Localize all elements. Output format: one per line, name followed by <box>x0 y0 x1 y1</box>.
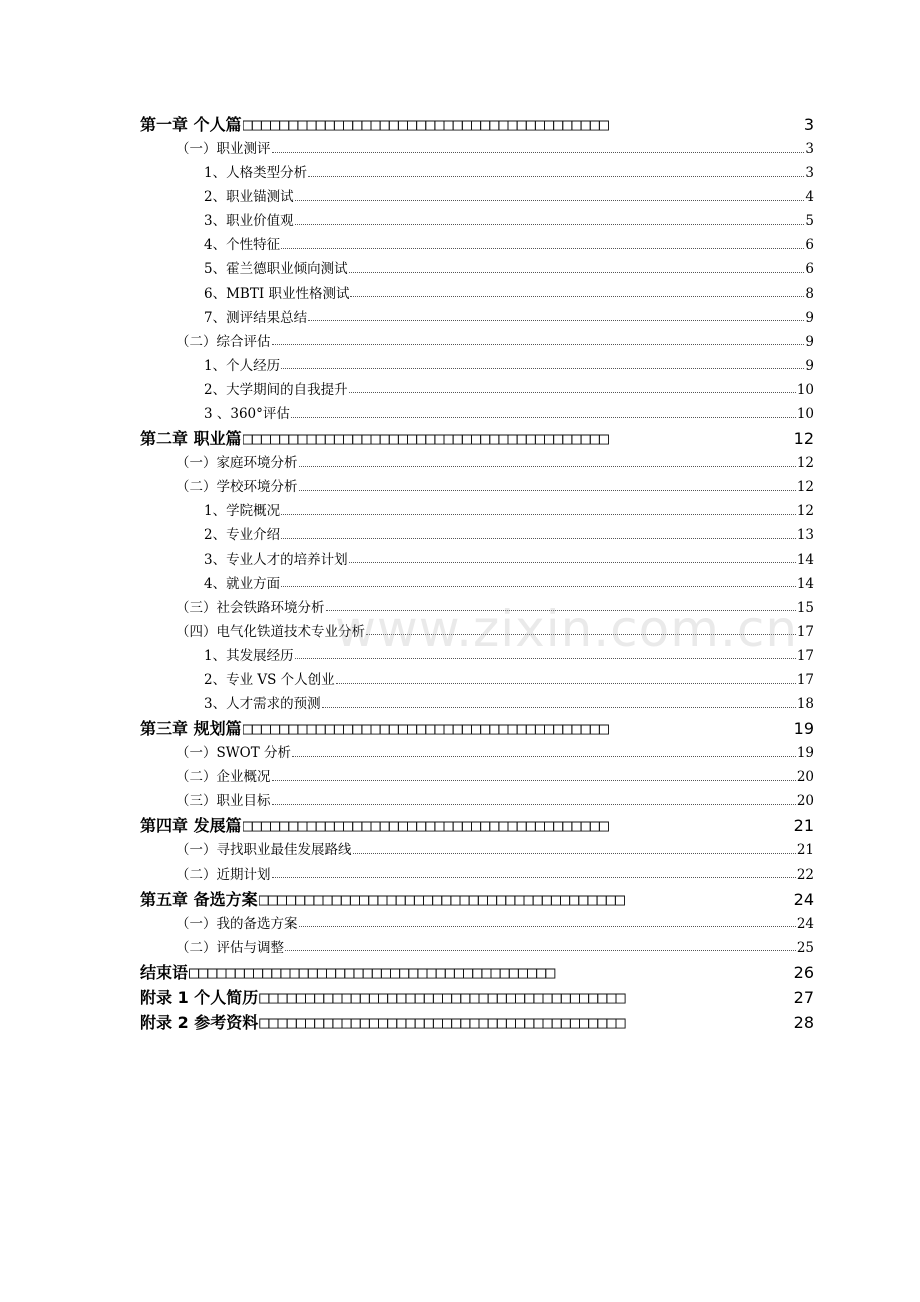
toc-entry-title: （二）近期计划 <box>176 866 271 883</box>
toc-section-entry[interactable] <box>140 185 814 209</box>
toc-page-number: 24 <box>793 889 814 909</box>
toc-page-number: 17 <box>796 671 814 688</box>
toc-section-entry[interactable] <box>140 475 814 499</box>
toc-entry-title: （二）评估与调整 <box>176 939 284 956</box>
toc-entry-title: 1、学院概况 <box>204 503 281 520</box>
toc-page-number: 13 <box>796 527 814 544</box>
toc-page-number: 27 <box>793 987 814 1007</box>
toc-page-number: 9 <box>805 357 814 374</box>
toc-section-entry[interactable] <box>140 137 814 161</box>
toc-dot-leader <box>308 310 804 321</box>
toc-dot-leader <box>281 504 796 515</box>
toc-chapter-entry[interactable] <box>140 1010 814 1035</box>
toc-dot-leader <box>272 334 805 345</box>
toc-section-entry[interactable] <box>140 789 814 813</box>
toc-dot-leader <box>281 238 804 249</box>
toc-section-entry[interactable] <box>140 233 814 257</box>
toc-section-entry[interactable] <box>140 306 814 330</box>
toc-entry-title: 1、其发展经历 <box>204 647 294 664</box>
toc-entry-title: （二）企业概况 <box>176 769 271 786</box>
toc-dot-leader <box>281 358 804 369</box>
toc-page-number: 15 <box>796 599 814 616</box>
toc-section-entry[interactable] <box>140 282 814 306</box>
toc-section-entry[interactable] <box>140 330 814 354</box>
toc-entry-title: 第五章 备选方案 <box>140 889 258 909</box>
toc-page-number: 12 <box>796 455 814 472</box>
toc-entry-title: 4、就业方面 <box>204 575 281 592</box>
toc-page-number: 12 <box>793 429 814 449</box>
toc-box-leader: □□□□□□□□□□□□□□□□□□□□□□□□□□□□□□□□□□□□□□□□ <box>242 719 608 740</box>
toc-entry-title: 2、专业介绍 <box>204 527 281 544</box>
toc-chapter-entry[interactable] <box>140 426 814 451</box>
toc-dot-leader <box>272 142 805 153</box>
toc-section-entry[interactable] <box>140 692 814 716</box>
toc-entry-title: （三）社会铁路环境分析 <box>176 599 325 616</box>
toc-section-entry[interactable] <box>140 572 814 596</box>
toc-entry-title: （三）职业目标 <box>176 793 271 810</box>
toc-dot-leader <box>299 456 796 467</box>
toc-entry-title: （一）寻找职业最佳发展路线 <box>176 842 352 859</box>
toc-dot-leader <box>291 407 796 418</box>
toc-entry-title: 第四章 发展篇 <box>140 816 242 836</box>
toc-page-number: 22 <box>796 866 814 883</box>
toc-entry-title: （一）我的备选方案 <box>176 915 298 932</box>
toc-page-number: 14 <box>796 551 814 568</box>
toc-dot-leader <box>299 916 796 927</box>
toc-dot-leader <box>272 770 796 781</box>
toc-chapter-entry[interactable] <box>140 112 814 137</box>
toc-section-entry[interactable] <box>140 912 814 936</box>
toc-page-number: 3 <box>805 141 814 157</box>
toc-dot-leader <box>272 867 796 878</box>
toc-section-entry[interactable] <box>140 209 814 233</box>
toc-box-leader: □□□□□□□□□□□□□□□□□□□□□□□□□□□□□□□□□□□□□□□□ <box>242 816 608 837</box>
toc-chapter-entry[interactable] <box>140 887 814 912</box>
toc-section-entry[interactable] <box>140 523 814 547</box>
toc-section-entry[interactable] <box>140 765 814 789</box>
toc-entry-title: 2、专业 VS 个人创业 <box>204 671 335 688</box>
toc-entry-title: 附录 2 参考资料 <box>140 1012 259 1032</box>
toc-entry-title: （二）综合评估 <box>176 333 271 350</box>
toc-section-entry[interactable] <box>140 257 814 281</box>
toc-dot-leader <box>308 166 804 177</box>
toc-dot-leader <box>349 552 796 563</box>
toc-entry-title: 3、专业人才的培养计划 <box>204 551 348 568</box>
toc-box-leader: □□□□□□□□□□□□□□□□□□□□□□□□□□□□□□□□□□□□□□□□ <box>259 987 625 1008</box>
toc-section-entry[interactable] <box>140 838 814 862</box>
toc-page-number: 28 <box>793 1012 814 1032</box>
toc-entry-title: 附录 1 个人简历 <box>140 987 259 1007</box>
toc-section-entry[interactable] <box>140 451 814 475</box>
toc-chapter-entry[interactable] <box>140 960 814 985</box>
toc-page-number: 12 <box>796 479 814 496</box>
toc-box-leader: □□□□□□□□□□□□□□□□□□□□□□□□□□□□□□□□□□□□□□□□ <box>258 889 624 910</box>
toc-page-number: 25 <box>796 939 814 956</box>
toc-entry-title: 第三章 规划篇 <box>140 719 242 739</box>
toc-section-entry[interactable] <box>140 354 814 378</box>
watermark: www.zixin.com.cn <box>335 600 799 658</box>
toc-page-number: 21 <box>796 842 814 859</box>
toc-entry-title: 3、职业价值观 <box>204 213 294 230</box>
toc-entry-title: 4、个性特征 <box>204 237 281 254</box>
toc-page-number: 26 <box>793 962 814 982</box>
toc-page-number: 9 <box>805 333 814 350</box>
toc-chapter-entry[interactable] <box>140 716 814 741</box>
toc-section-entry[interactable] <box>140 402 814 426</box>
toc-page-number: 20 <box>796 793 814 810</box>
toc-entry-title: 3 、360°评估 <box>204 406 290 423</box>
toc-entry-title: 第二章 职业篇 <box>140 429 242 449</box>
toc-entry-title: 2、职业锚测试 <box>204 189 294 206</box>
toc-entry-title: （一）家庭环境分析 <box>176 455 298 472</box>
toc-section-entry[interactable] <box>140 741 814 765</box>
toc-page-number: 3 <box>805 165 814 182</box>
toc-page-number: 3 <box>803 115 814 134</box>
toc-entry-title: （一）职业测评 <box>176 141 271 157</box>
toc-dot-leader <box>299 480 796 491</box>
toc-entry-title: 7、测评结果总结 <box>204 309 308 326</box>
toc-entry-title: 3、人才需求的预测 <box>204 696 321 713</box>
toc-dot-leader <box>322 697 796 708</box>
toc-section-entry[interactable] <box>140 620 814 644</box>
toc-chapter-entry[interactable] <box>140 985 814 1010</box>
toc-section-entry[interactable] <box>140 499 814 523</box>
toc-page-number: 12 <box>796 503 814 520</box>
toc-dot-leader <box>281 528 796 539</box>
toc-page-number: 20 <box>796 769 814 786</box>
toc-dot-leader <box>350 286 804 297</box>
toc-page-number: 10 <box>796 406 814 423</box>
toc-page-number: 18 <box>796 696 814 713</box>
toc-entry-title: （二）学校环境分析 <box>176 479 298 496</box>
toc-page-number: 6 <box>805 237 814 254</box>
toc-page-number: 6 <box>805 261 814 278</box>
toc-entry-title: 5、霍兰德职业倾向测试 <box>204 261 348 278</box>
toc-page-number: 17 <box>796 623 814 640</box>
toc-section-entry[interactable] <box>140 863 814 887</box>
toc-dot-leader <box>272 794 796 805</box>
toc-page-number: 24 <box>796 915 814 932</box>
toc-page-number: 4 <box>805 189 814 206</box>
toc-dot-leader <box>295 648 796 659</box>
toc-page-number: 14 <box>796 575 814 592</box>
toc-dot-leader <box>349 262 805 273</box>
toc-section-entry[interactable] <box>140 161 814 185</box>
toc-section-entry[interactable] <box>140 668 814 692</box>
toc-entry-title: （一）SWOT 分析 <box>176 745 291 762</box>
toc-dot-leader <box>292 746 796 757</box>
toc-dot-leader <box>326 600 796 611</box>
toc-entry-title: 1、人格类型分析 <box>204 165 308 182</box>
toc-dot-leader <box>295 190 805 201</box>
toc-page-number: 5 <box>805 213 814 230</box>
toc-chapter-entry[interactable] <box>140 813 814 838</box>
toc-page-number: 19 <box>796 745 814 762</box>
table-of-contents <box>140 112 814 1035</box>
toc-box-leader: □□□□□□□□□□□□□□□□□□□□□□□□□□□□□□□□□□□□□□□□ <box>189 962 555 983</box>
toc-entry-title: （四）电气化铁道技术专业分析 <box>176 623 365 640</box>
toc-box-leader: □□□□□□□□□□□□□□□□□□□□□□□□□□□□□□□□□□□□□□□□ <box>259 1012 625 1033</box>
toc-entry-title: 2、大学期间的自我提升 <box>204 381 348 398</box>
toc-dot-leader <box>353 843 796 854</box>
toc-entry-title: 结束语 <box>140 962 189 982</box>
toc-entry-title: 第一章 个人篇 <box>140 115 242 134</box>
toc-page-number: 10 <box>796 381 814 398</box>
toc-page-number: 9 <box>805 309 814 326</box>
toc-page-number: 8 <box>805 285 814 302</box>
toc-section-entry[interactable] <box>140 596 814 620</box>
toc-entry-title: 1、个人经历 <box>204 357 281 374</box>
toc-entry-title: 6、MBTI 职业性格测试 <box>204 285 350 302</box>
toc-box-leader: □□□□□□□□□□□□□□□□□□□□□□□□□□□□□□□□□□□□□□□□ <box>242 115 608 135</box>
toc-dot-leader <box>366 624 796 635</box>
toc-section-entry[interactable] <box>140 548 814 572</box>
toc-dot-leader <box>336 673 796 684</box>
toc-dot-leader <box>285 940 796 951</box>
toc-page-number: 19 <box>793 719 814 739</box>
toc-section-entry[interactable] <box>140 378 814 402</box>
toc-section-entry[interactable] <box>140 644 814 668</box>
toc-page-number: 21 <box>793 816 814 836</box>
toc-section-entry[interactable] <box>140 936 814 960</box>
toc-dot-leader <box>281 576 796 587</box>
toc-box-leader: □□□□□□□□□□□□□□□□□□□□□□□□□□□□□□□□□□□□□□□□ <box>242 429 608 450</box>
toc-dot-leader <box>349 382 796 393</box>
toc-page-number: 17 <box>796 647 814 664</box>
toc-dot-leader <box>295 214 805 225</box>
